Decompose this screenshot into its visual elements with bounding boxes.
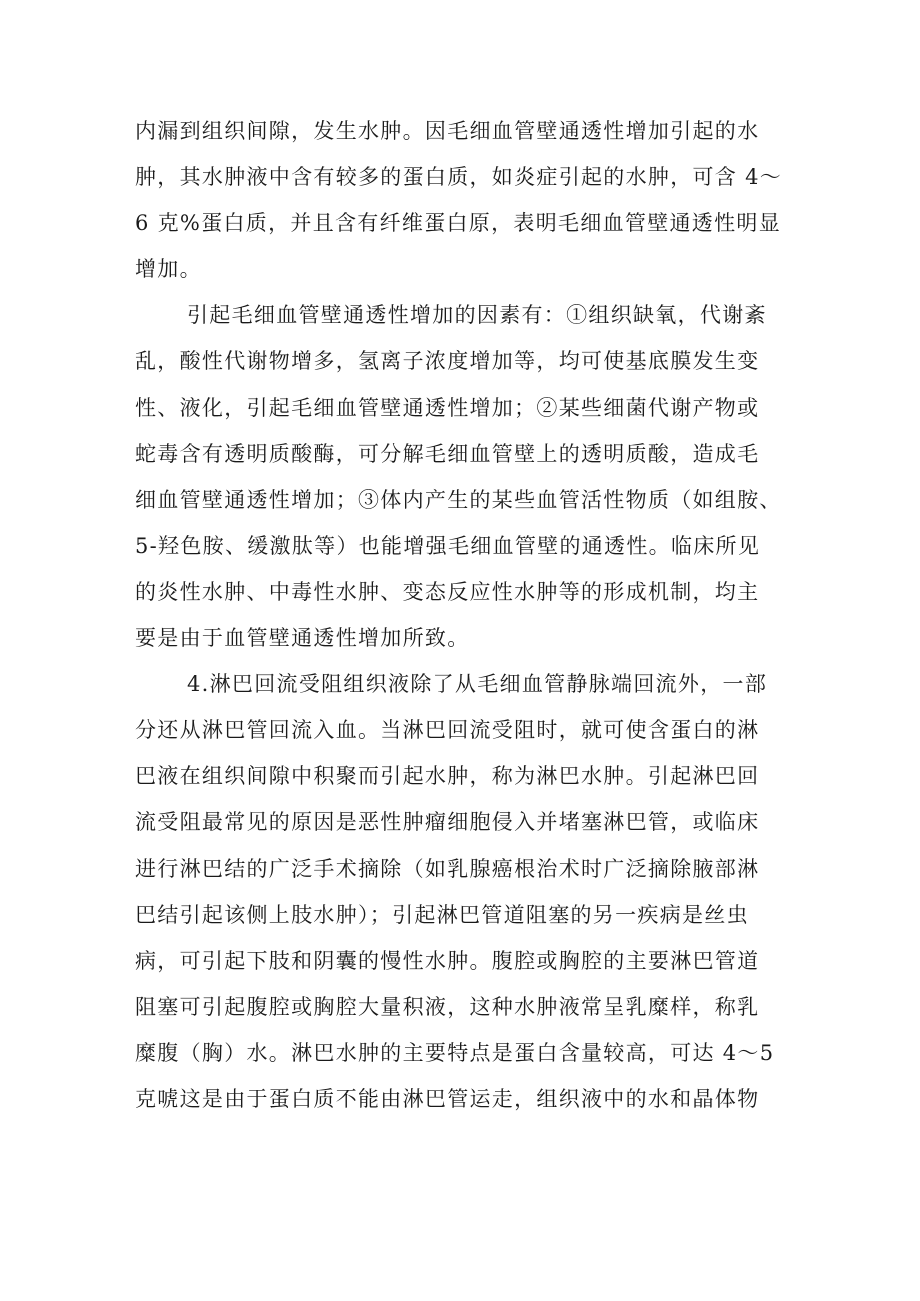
text-line: 要是由于血管壁通透性增加所致。 <box>135 626 470 651</box>
text-line: 的炎性水肿、中毒性水肿、变态反应性水肿等的形成机制，均主 <box>135 579 760 604</box>
paragraph-1 <box>135 108 795 292</box>
text-line: 病，可引起下肢和阴囊的慢性水肿。腹腔或胸腔的主要淋巴管道 <box>135 948 760 973</box>
text-line: 乱，酸性代谢物增多，氢离子浓度增加等，均可使基底膜发生变 <box>135 349 760 374</box>
text-line: 分还从淋巴管回流入血。当淋巴回流受阻时，就可使含蛋白的淋 <box>135 718 760 743</box>
text-line: 增加。 <box>135 257 202 282</box>
text-line: 克唬这是由于蛋白质不能由淋巴管运走，组织液中的水和晶体物 <box>135 1086 760 1111</box>
text-line: 6 克%蛋白质，并且含有纤维蛋白原，表明毛细血管壁通透性明显 <box>135 211 781 236</box>
text-line: 巴液在组织间隙中积聚而引起水肿，称为淋巴水肿。引起淋巴回 <box>135 764 760 789</box>
paragraph-3 <box>135 661 795 1122</box>
text-line: 巴结引起该侧上肢水肿）；引起淋巴管道阻塞的另一疾病是丝虫 <box>135 902 749 927</box>
text-line: 阻塞可引起腹腔或胸腔大量积液，这种水肿液常呈乳糜样，称乳 <box>135 994 760 1019</box>
text-line: 进行淋巴结的广泛手术摘除（如乳腺癌根治术时广泛摘除腋部淋 <box>135 856 760 881</box>
text-line: 内漏到组织间隙，发生水肿。因毛细血管壁通透性增加引起的水 <box>135 119 760 143</box>
text-line: 引起毛细血管壁通透性增加的因素有：①组织缺氧，代谢紊 <box>187 303 767 328</box>
body-text <box>135 108 795 1122</box>
text-line: 蛇毒含有透明质酸酶，可分解毛细血管壁上的透明质酸，造成毛 <box>135 441 760 466</box>
text-line: 流受阻最常见的原因是恶性肿瘤细胞侵入并堵塞淋巴管，或临床 <box>135 810 760 835</box>
text-line: 糜腹（胸）水。淋巴水肿的主要特点是蛋白含量较高，可达 4～5 <box>135 1040 775 1065</box>
text-line: 4.淋巴回流受阻组织液除了从毛细血管静脉端回流外，一部 <box>187 672 768 697</box>
text-line: 肿，其水肿液中含有较多的蛋白质，如炎症引起的水肿，可含 4～ <box>135 165 783 190</box>
paragraph-2 <box>135 292 795 661</box>
text-line: 5-羟色胺、缓激肽等）也能增强毛细血管壁的通透性。临床所见 <box>135 533 761 558</box>
text-line: 性、液化，引起毛细血管壁通透性增加；②某些细菌代谢产物或 <box>135 395 760 420</box>
text-line: 细血管壁通透性增加；③体内产生的某些血管活性物质（如组胺、 <box>135 487 782 512</box>
